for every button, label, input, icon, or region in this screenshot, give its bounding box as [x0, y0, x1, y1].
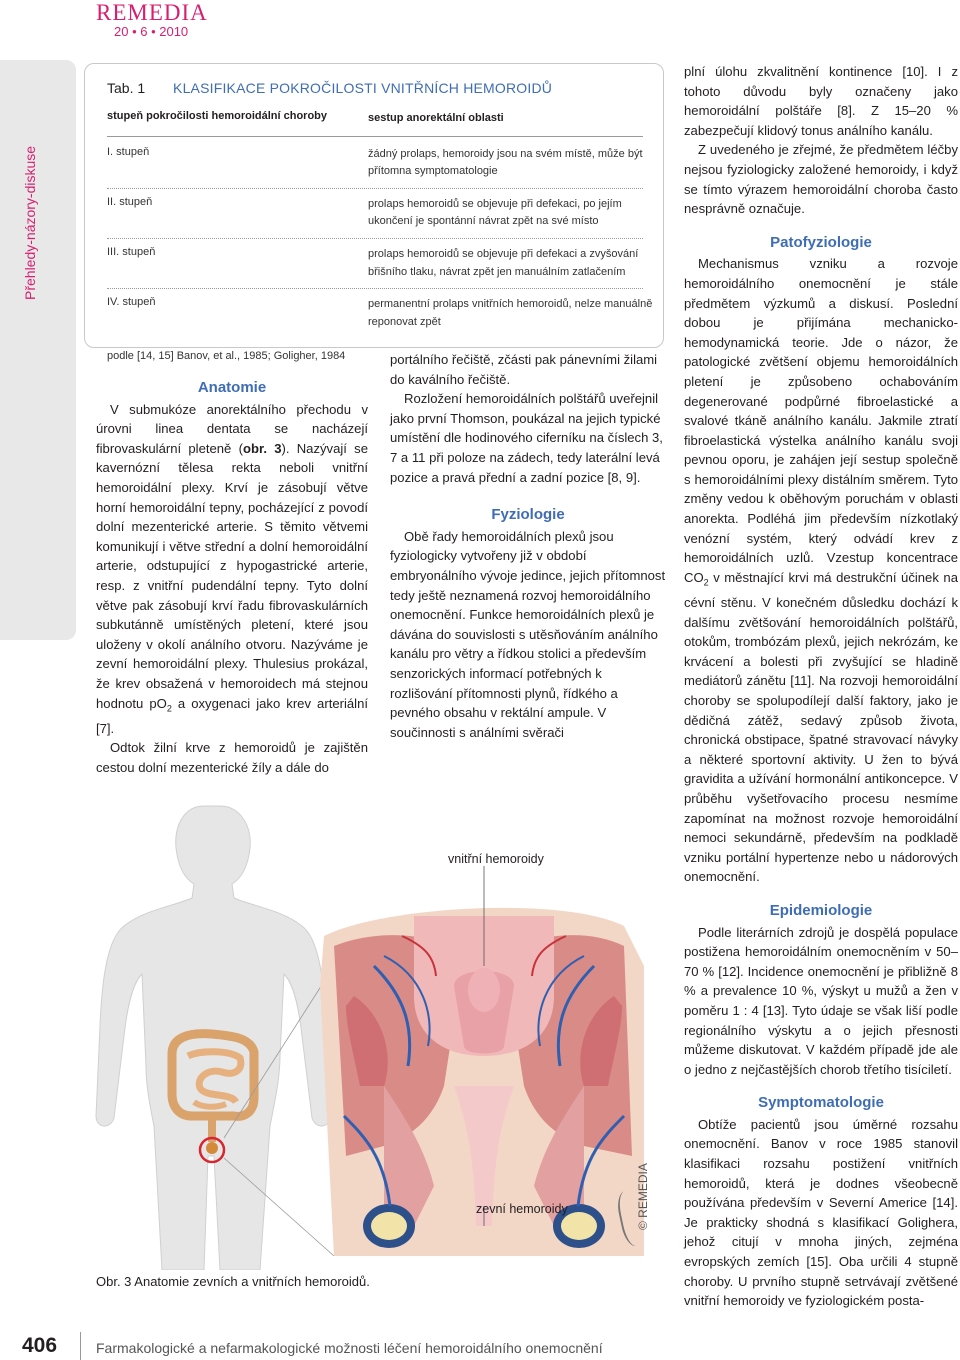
label-internal-hemorrhoids: vnitřní hemoroidy	[448, 852, 544, 866]
table-col2-header: sestup anorektální oblasti	[368, 112, 504, 124]
right-text-column	[684, 62, 958, 1311]
paragraph: portálního řečiště, zčásti pak pánevními žilami do kaválního řečiště.	[390, 352, 658, 387]
table-row	[107, 143, 643, 189]
table-row	[107, 293, 653, 338]
table-cell-desc: permanentní prolaps vnitřních hemoroidů, nelze manuálně reponovat zpět	[368, 298, 653, 328]
paragraph: Obtíže pacientů jsou úměrné rozsahu onemocnění. Banov v roce 1985 stanovil klasifikaci rozsahu postižení vnitřních hemoroidů, která je dodnes všeobecně používána především v Severní Americe [14]. Je prakticky shodná s klasifikací Golighera, jehož citují v mnoha jiných, zejména evropských zemích [15]. Oba určili 4 stupně choroby. U prvního stupně setrvávají zvětšené vnitřní hemoroidy ve fyziologickém posta-	[684, 1116, 958, 1309]
paragraph	[96, 400, 368, 739]
table-cell-stage: I. stupeň	[107, 145, 150, 158]
table-title: KLASIFIKACE POKROČILOSTI VNITŘNÍCH HEMOROIDŮ	[173, 80, 553, 96]
table-cell-desc: žádný prolaps, hemoroidy jsou na svém místě, může být přítomna symptomatologie	[368, 147, 643, 178]
paragraph: Rozložení hemoroidálních polštářů uveřejnil jako první Thomson, poukázal na jejich typické umístění dle hodinového ciferníku na číslech 3, 7 a 11 při poloze na zádech, tedy laterální levá pozice a pravá přední a zadní pozice [8, 9].	[390, 391, 663, 485]
paragraph: plní úlohu zkvalitnění kontinence [10]. I z tohoto důvodu byly označeny jako hemoroidální polštáře [8]. Z 15–20 % zabezpečují klidový tonus análního kanálu.	[684, 64, 958, 138]
heading-fyziologie: Fyziologie	[491, 506, 565, 524]
table-cell-desc: prolaps hemoroidů se objevuje při defekaci a zvyšování břišního tlaku, návrat zpět jen manuálním zatlačením	[368, 247, 639, 278]
classification-table	[84, 63, 664, 363]
magazine-logo: REMEDIA	[96, 0, 208, 25]
table-source-note: podle [14, 15] Banov, et al., 1985; Goligher, 1984	[107, 350, 346, 363]
table-row	[107, 193, 643, 239]
table-heading	[107, 80, 643, 96]
heading-patofyziologie: Patofyziologie	[770, 233, 872, 251]
table-number: Tab. 1	[107, 80, 146, 96]
label-external-hemorrhoids: zevní hemoroidy	[476, 1202, 568, 1216]
paragraph: Obě řady hemoroidálních plexů jsou fyziologicky vytvořeny již v období embryonálního vývoje jedince, jejich přítomnost tedy ještě neznamená rozvoj hemoroidálního onemocnění. Funkce hemoroidálních plexů je dávána do souvislosti s utěsňováním análního kanálu pro větry a řídkou stolici a především senzorických informací potřebných k rozlišování přítomnosti plynů, řídkého a pevného obsahu v rektální ampule. V součinnosti s análními svěrači	[390, 528, 666, 740]
paragraph: Z uvedeného je zřejmé, že předmětem léčby nejsou fyziologicky založené hemoroidy, i když se tímto výrazem hemoroidální choroba často nesprávně označuje.	[684, 142, 958, 217]
text-run: Mechanismus vzniku a rozvoje hemoroidálního onemocnění je stále předmětem výzkumů a diskusí. Poslední dobou je přijímána mechanicko-hemodynamická teorie. Jde o názor, že patologické zvětšení objemu hemoroidálních pletení je způsobeno ochabováním degenerované podpůrné fibroelastické a svalové tkáně análního kanálu. Jakmile ztratí fibroelastická výstelka análního kanálu svoji pevnou oporu, je zahájen její sestup společně s hemoroidálními plexy distálním směrem. Tyto změny vedou k oběhovým poruchám v oblasti anorekta. Podléhá jim především nízkotlaký venózní systém, který odvádí krev z hemoroidálních uzlů. Vzestup koncentrace CO	[684, 256, 958, 585]
table-cell-stage: II. stupeň	[107, 195, 153, 208]
running-title: Farmakologické a nefarmakologické možnosti léčení hemoroidálního onemocnění	[96, 1340, 603, 1356]
middle-text-column	[390, 350, 666, 742]
table-cell-desc: prolaps hemoroidů se objevuje při defekaci, po jejím ukončení je spontánní návrat zpět na své místo	[368, 197, 622, 228]
rectum-marker	[206, 1142, 218, 1154]
paragraph: Podle literárních zdrojů je dospělá populace postižena hemoroidálním onemocněním v 50–70 % [12]. Incidence onemocnění je přibližně 8 % a prevalence 10 %, výskyt u mužů a žen v poměru 1 : 4 [13]. Tyto údaje se však liší podle regionálního výskytu a o jejich přesnosti můžeme diskutovat. V každém případě jde ale o jedno z nejčastějších chorob třetího tisíciletí.	[684, 924, 958, 1077]
heading-symptomatologie: Symptomatologie	[758, 1094, 884, 1112]
table-row	[107, 243, 643, 289]
heading-epidemiologie: Epidemiologie	[769, 901, 873, 919]
anatomy-illustration	[84, 786, 680, 1270]
table-cell-stage: III. stupeň	[107, 245, 156, 258]
text-run: a oxygenaci jako krev arteriální [7].	[96, 695, 368, 736]
subscript: 2	[166, 703, 172, 714]
section-side-label: Přehledy-názory-diskuse	[22, 145, 38, 300]
subscript: 2	[703, 577, 709, 588]
page-number: 406	[22, 1334, 58, 1357]
left-text-column	[96, 378, 368, 777]
text-run: V submukóze anorektálního přechodu v úrovni linea dentata se nacházejí fibrovaskulární pleteně (	[96, 401, 368, 456]
text-run: v městnající krvi má destrukční účinek na cévní stěnu. V konečném důsledku dochází k dalšímu zvětšování hemoroidálních polštářů, otokům, trombózám plexů, jejich nekrózám, ke krvácení a bolesti při zvyšující se hladině mediátorů zánětu [11]. Na rozvoji hemoroidální choroby se spolupodílejí další faktory, jako je dědičná zátěž, sedavý způsob života, chronická obstipace, špatné stravovací návyky a některé sportovní aktivity. U žen to bývá gravidita a užívání hormonální antikoncepce. V průběhu vyšetřovacího procesu nesmíme zapomínat na možnost rozvoje hemoroidální nemoci sekundárně, především na podkladě vzniku portální hypertenze nebo u nádorových onemocnění.	[684, 569, 958, 885]
page-footer	[0, 1322, 960, 1360]
section-side-tab	[0, 60, 76, 640]
paragraph	[684, 254, 958, 887]
table-header-row	[107, 106, 643, 137]
footer-divider	[80, 1332, 81, 1360]
table-col1-header: stupeň pokročilosti hemoroidální choroby	[107, 110, 328, 122]
figure-caption: Obr. 3 Anatomie zevních a vnitřních hemoroidů.	[96, 1274, 370, 1289]
paragraph: Odtok žilní krve z hemoroidů je zajištěn cestou dolní mezenterické žíly a dále do	[96, 740, 368, 775]
issue-date: 20 • 6 • 2010	[114, 24, 189, 39]
heading-anatomie: Anatomie	[197, 379, 267, 396]
table-cell-stage: IV. stupeň	[107, 296, 156, 309]
text-run: ). Nazývají se kavernózní tělesa rekta neboli vnitřní hemoroidální plexy. Krví je zásobují větve horní hemoroidální tepny, pocházející z povodí dolní mezenterické arterie. S těmito větvemi komunikují i větve střední a dolní hemoroidální arterie, odstupující z hypogastrické arterie, resp. z vnitřní pudendální tepny. Tyto dolní větve pak zásobují krví řadu fibrovaskulárních subkutánně umístěných pletení, které jsou uloženy v okolí análního otvoru. Nazýváme je zevní hemoroidální plexy. Thulesius prokázal, že krev obsažená v hemoroidech má stejnou hodnotu pO	[96, 440, 368, 711]
illustration-watermark: © REMEDIA	[636, 1163, 650, 1230]
figure-reference: obr. 3	[242, 440, 282, 456]
